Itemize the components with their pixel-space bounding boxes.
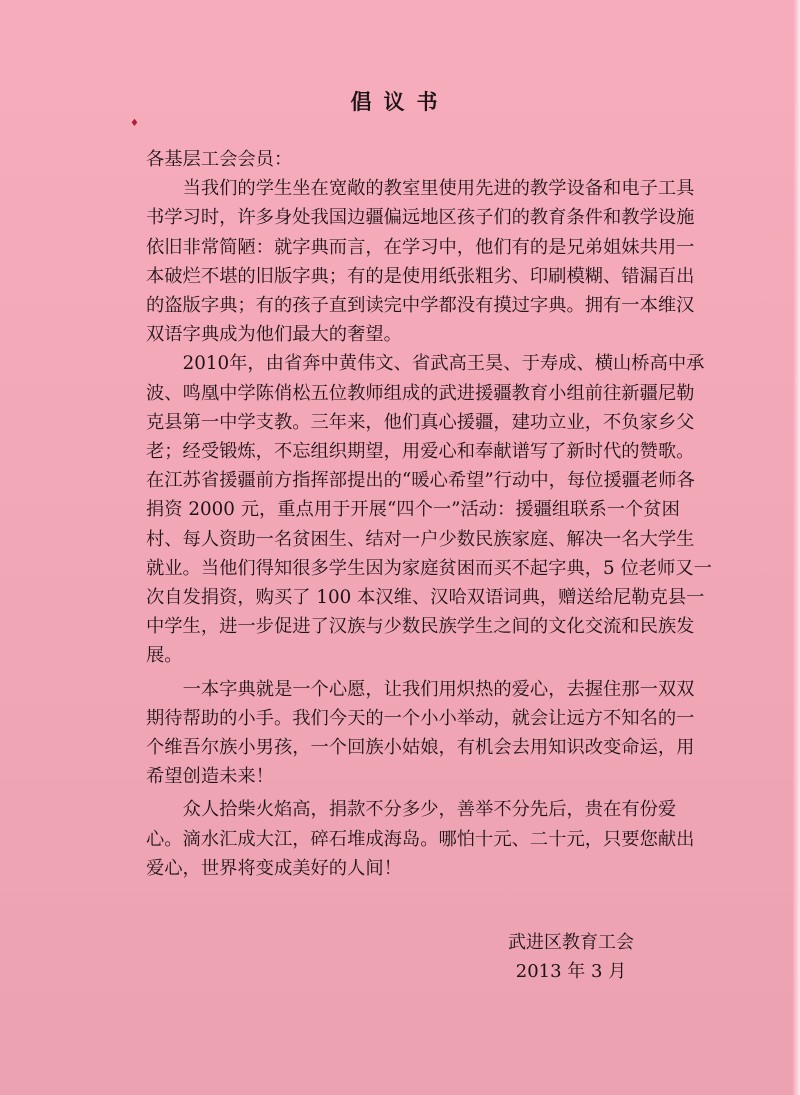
paper-edge [793, 0, 800, 1095]
salutation: 各基层工会会员： [146, 149, 293, 170]
signature-organization: 武进区教育工会 [508, 932, 634, 953]
red-ink-mark: ♦ [130, 118, 139, 129]
signature-block [508, 928, 634, 986]
paragraph-3: 一本字典就是一个心愿，让我们用炽热的爱心，去握住那一双双期待帮助的小手。我们今天的一个小小举动，就会让远方不知名的一个维吾尔族小男孩，一个回族小姑娘，有机会去用知识改变命运，用希望创造未来！ [146, 678, 695, 788]
signature-date: 2013 年 3 月 [515, 961, 627, 982]
document-body [146, 145, 712, 883]
document-title: 倡议书 [350, 90, 450, 114]
paragraph-1: 当我们的学生坐在宽敞的教室里使用先进的教学设备和电子工具书学习时，许多身处我国边疆偏远地区孩子们的教育条件和教学设施依旧非常简陋：就字典而言，在学习中，他们有的是兄弟姐妹共用一本破烂不堪的旧版字典；有的是使用纸张粗劣、印刷模糊、错漏百出的盗版字典；有的孩子直到读完中学都没有摸过字典。拥有一本维汉双语字典成为他们最大的奢望。 [146, 178, 695, 346]
paragraph-4: 众人拾柴火焰高，捐款不分多少，善举不分先后，贵在有份爱心。滴水汇成大江，碎石堆成海岛。哪怕十元、二十元，只要您献出爱心，世界将变成美好的人间！ [146, 799, 695, 879]
paragraph-2: 2010年，由省奔中黄伟文、省武高王昊、于寿成、横山桥高中承波、鸣凰中学陈俏松五位教师组成的武进援疆教育小组前往新疆尼勒克县第一中学支教。三年来，他们真心援疆，建功立业，不负家乡父老；经受锻炼，不忘组织期望，用爱心和奉献谱写了新时代的赞歌。在江苏省援疆前方指挥部提出的“暖心希望”行动中，每位援疆老师各捐资 2000 元，重点用于开展“四个一”活动：援疆组联系一个贫困村、每人资助一名贫困生、结对一户少数民族家庭、解决一名大学生就业。当他们得知很多学生因为家庭贫困而买不起字典，5 位老师又一次自发捐资，购买了 100 本汉维、汉哈双语词典，赠送给尼勒克县一中学生，进一步促进了汉族与少数民族学生之间的文化交流和民族发展。 [146, 353, 712, 667]
